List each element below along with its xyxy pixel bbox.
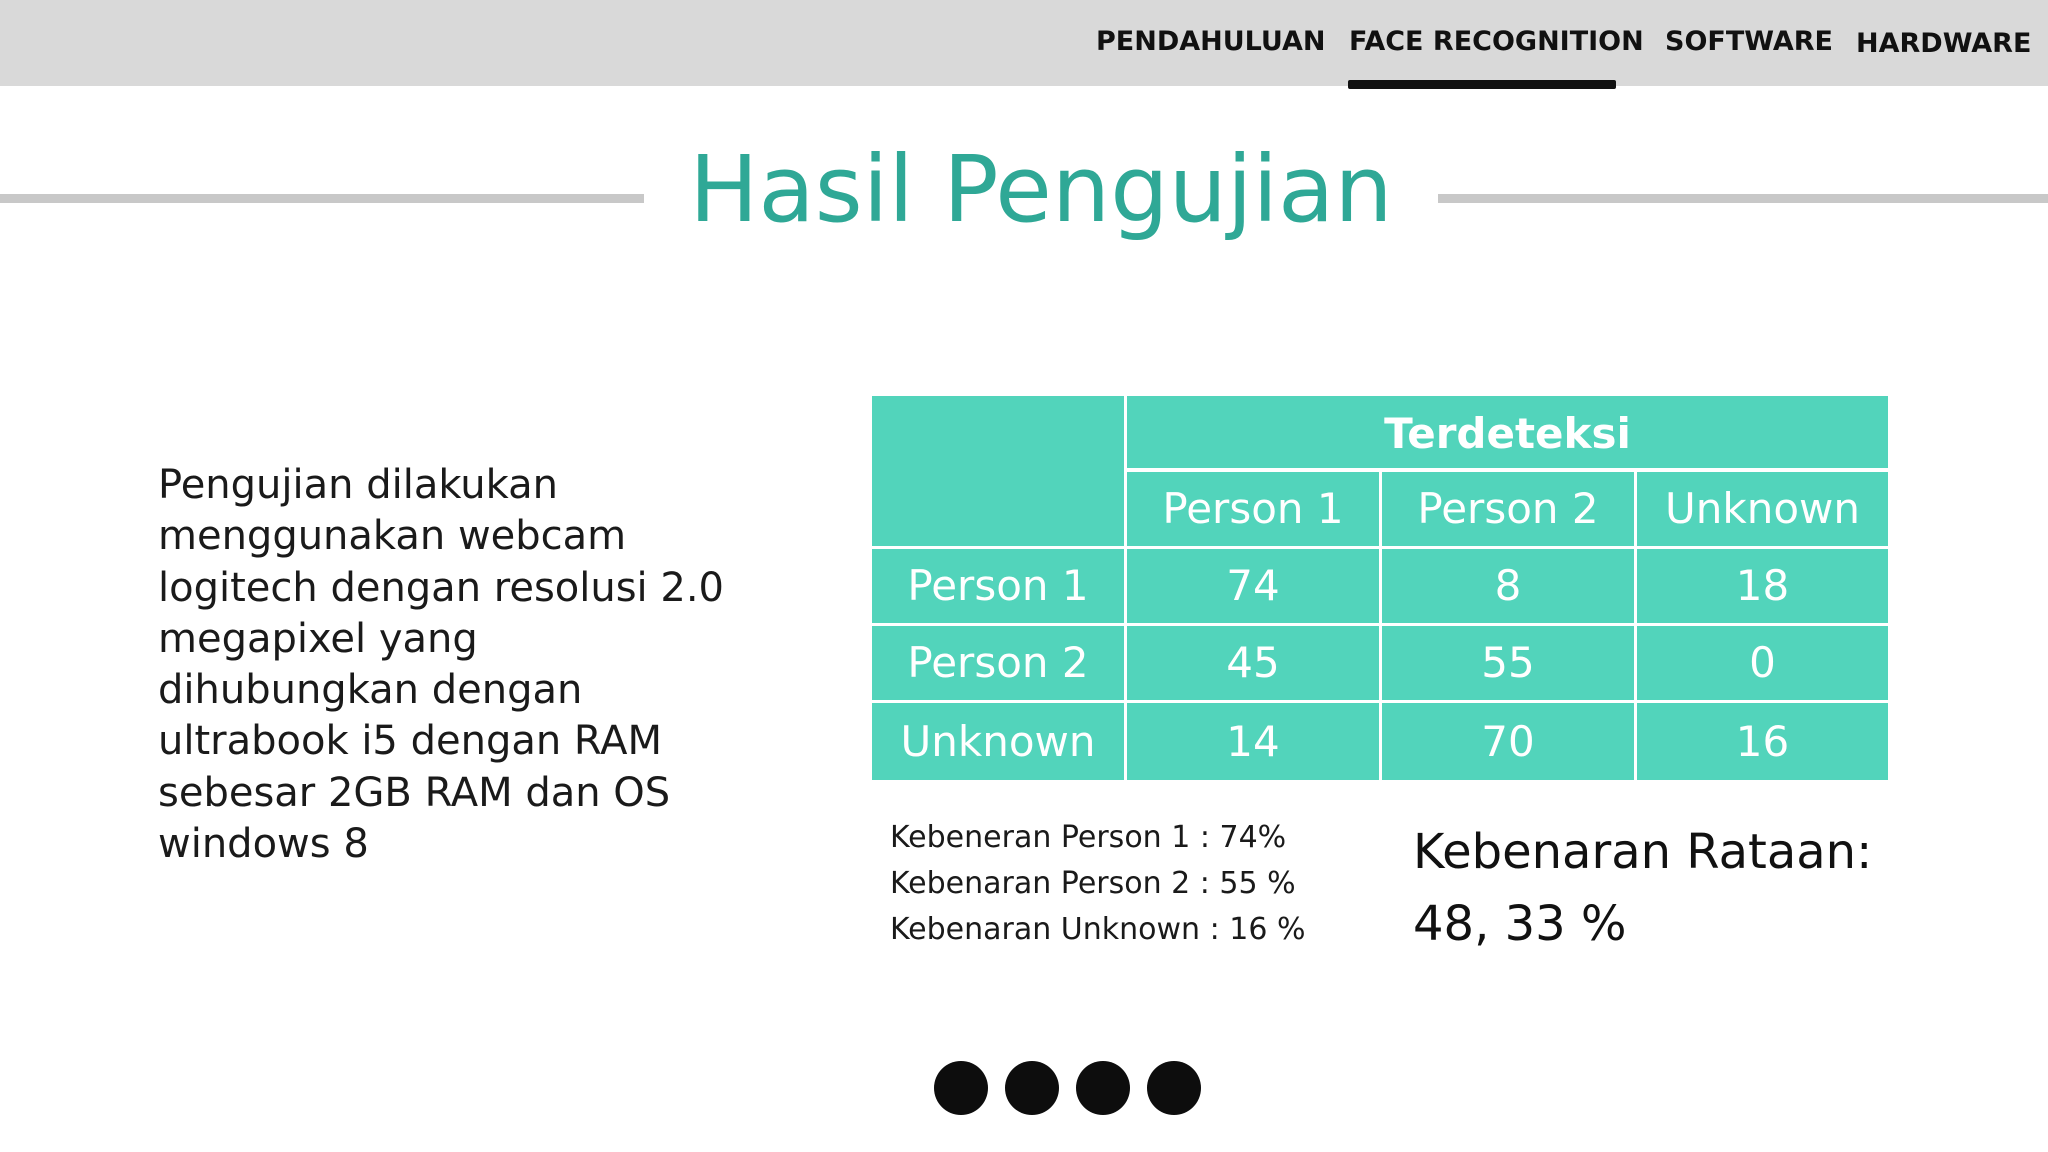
accuracy-item: Kebeneran Person 1 : 74% [890, 820, 1287, 855]
description-line: logitech dengan resolusi 2.0 [158, 564, 724, 611]
table-cell: 8 [1382, 549, 1634, 623]
confusion-matrix-table [872, 396, 1888, 780]
title-divider-left [0, 194, 644, 203]
table-cell: 18 [1637, 549, 1888, 623]
pager-dot[interactable] [934, 1061, 988, 1115]
description-line: megapixel yang [158, 615, 478, 662]
table-row-header: Unknown [872, 703, 1124, 780]
table-row-header: Person 2 [872, 626, 1124, 700]
description-line: ultrabook i5 dengan RAM [158, 718, 662, 765]
table-cell: 70 [1382, 703, 1634, 780]
table-cell: 55 [1382, 626, 1634, 700]
title-divider-right [1438, 194, 2048, 203]
active-nav-indicator [1348, 80, 1616, 89]
table-column-header: Unknown [1637, 472, 1888, 546]
accuracy-list [890, 815, 1370, 953]
nav-item-hardware[interactable]: HARDWARE [1856, 28, 2032, 59]
description-line: menggunakan webcam [158, 513, 627, 560]
average-accuracy [1413, 816, 1933, 960]
table-cell: 0 [1637, 626, 1888, 700]
table-cell: 14 [1127, 703, 1379, 780]
table-cell: 74 [1127, 549, 1379, 623]
table-corner-cell [872, 396, 1124, 546]
pager-dot[interactable] [1147, 1061, 1201, 1115]
table-row-header: Person 1 [872, 549, 1124, 623]
table-group-header: Terdeteksi [1127, 396, 1888, 468]
average-accuracy-value: 48, 33 % [1413, 896, 1627, 952]
description-line: windows 8 [158, 821, 369, 868]
average-accuracy-label: Kebenaran Rataan: [1413, 824, 1873, 880]
table-cell: 16 [1637, 703, 1888, 780]
table-column-header: Person 1 [1127, 472, 1379, 546]
page-title: Hasil Pengujian [689, 136, 1393, 243]
accuracy-item: Kebenaran Unknown : 16 % [890, 912, 1306, 947]
nav-item-pendahuluan[interactable]: PENDAHULUAN [1096, 26, 1326, 57]
nav-item-software[interactable]: SOFTWARE [1665, 26, 1833, 57]
description-line: Pengujian dilakukan [158, 462, 558, 508]
accuracy-item: Kebenaran Person 2 : 55 % [890, 866, 1296, 901]
table-column-header: Person 2 [1382, 472, 1634, 546]
top-nav-bar [0, 0, 2048, 86]
description-text [158, 460, 758, 870]
description-line: sebesar 2GB RAM dan OS [158, 769, 671, 816]
nav-item-face-recognition[interactable]: FACE RECOGNITION [1349, 26, 1644, 57]
table-cell: 45 [1127, 626, 1379, 700]
pager-dot[interactable] [1005, 1061, 1059, 1115]
description-line: dihubungkan dengan [158, 667, 583, 714]
pager-dot[interactable] [1076, 1061, 1130, 1115]
